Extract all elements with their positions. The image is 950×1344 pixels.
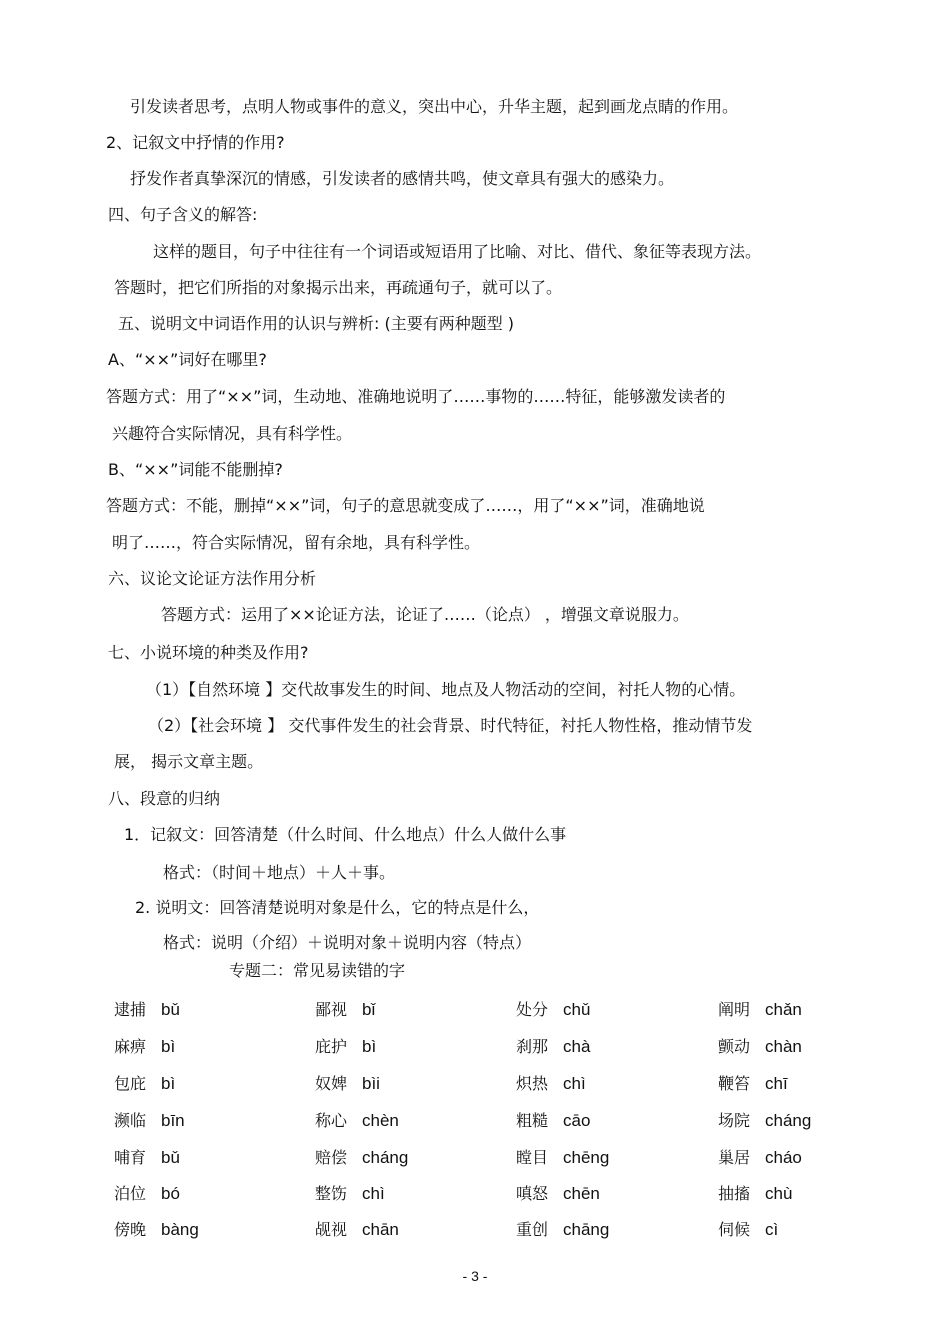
word-entry (114, 1037, 176, 1057)
word-characters: 赔偿 (315, 1148, 348, 1167)
word-pinyin: bìi (362, 1074, 380, 1093)
paragraph-line: 这样的题目，句子中往往有一个词语或短语用了比喻、对比、借代、象征等表现方法。 (153, 242, 762, 261)
word-characters: 瞠目 (516, 1148, 549, 1167)
word-characters: 场院 (718, 1111, 751, 1130)
word-entry (516, 1184, 600, 1204)
word-pinyin: cháng (362, 1148, 409, 1167)
word-entry (114, 1074, 176, 1094)
word-pinyin: cháo (765, 1148, 802, 1167)
page-number: - 3 - (462, 1268, 488, 1284)
word-characters: 鞭笞 (718, 1074, 751, 1093)
word-characters: 粗糙 (516, 1111, 549, 1130)
word-characters: 抽搐 (718, 1184, 751, 1203)
word-pinyin: bàng (161, 1220, 199, 1239)
word-characters: 奴婢 (315, 1074, 348, 1093)
word-entry (718, 1220, 779, 1240)
word-characters: 整饬 (315, 1184, 348, 1203)
word-characters: 哺育 (114, 1148, 147, 1167)
answer-line: 答题方式：用了“××”词，生动地、准确地说明了……事物的……特征，能够激发读者的 (106, 387, 726, 406)
answer-line: 答题方式：运用了××论证方法，论证了……（论点） ，增强文章说服力。 (161, 605, 689, 624)
word-entry (516, 1220, 610, 1240)
word-characters: 阐明 (718, 1000, 751, 1019)
word-pinyin: cháng (765, 1111, 812, 1130)
answer-line: 答题方式：不能，删掉“××”词，句子的意思就变成了……，用了“××”词，准确地说 (106, 496, 705, 515)
word-characters: 颤动 (718, 1037, 751, 1056)
word-pinyin: chān (362, 1220, 399, 1239)
section-heading: 七、小说环境的种类及作用? (108, 643, 309, 662)
word-entry (718, 1074, 788, 1094)
word-entry (114, 1184, 180, 1204)
word-pinyin: cì (765, 1220, 779, 1239)
word-entry (114, 1111, 185, 1131)
word-entry (315, 1184, 385, 1204)
list-item: 2. 说明文：回答清楚说明对象是什么，它的特点是什么， (135, 898, 540, 917)
word-pinyin: bì (161, 1074, 176, 1093)
section-heading: 五、说明文中词语作用的认识与辨析: (主要有两种题型 ) (118, 314, 515, 333)
word-pinyin: bǐ (362, 1000, 376, 1019)
answer-line: 兴趣符合实际情况，具有科学性。 (112, 424, 353, 443)
word-entry (315, 1037, 377, 1057)
word-pinyin: chèn (362, 1111, 399, 1130)
word-characters: 重创 (516, 1220, 549, 1239)
section-heading: 八、段意的归纳 (108, 789, 221, 808)
word-characters: 嗔怒 (516, 1184, 549, 1203)
word-entry (516, 1148, 610, 1168)
question-heading: B、“××”词能不能删掉? (108, 460, 283, 479)
format-line: 格式：（时间＋地点）＋人＋事。 (163, 863, 396, 882)
word-characters: 伺候 (718, 1220, 751, 1239)
word-characters: 傍晚 (114, 1220, 147, 1239)
section-heading: 四、句子含义的解答: (108, 205, 258, 224)
word-pinyin: bǔ (161, 1000, 180, 1019)
word-entry (315, 1000, 376, 1020)
word-entry (718, 1184, 793, 1204)
word-characters: 逮捕 (114, 1000, 147, 1019)
word-pinyin: bǔ (161, 1148, 180, 1167)
paragraph-line: 引发读者思考，点明人物或事件的意义，突出中心，升华主题，起到画龙点睛的作用。 (130, 97, 739, 116)
word-entry (516, 1000, 591, 1020)
word-entry (315, 1220, 399, 1240)
word-characters: 处分 (516, 1000, 549, 1019)
word-pinyin: chàn (765, 1037, 802, 1056)
word-characters: 泊位 (114, 1184, 147, 1203)
word-pinyin: chà (563, 1037, 591, 1056)
list-item: 展， 揭示文章主题。 (114, 752, 264, 771)
word-characters: 濒临 (114, 1111, 147, 1130)
word-entry (718, 1000, 802, 1020)
word-characters: 包庇 (114, 1074, 147, 1093)
section-heading: 六、议论文论证方法作用分析 (108, 569, 317, 588)
word-pinyin: chēn (563, 1184, 600, 1203)
word-pinyin: bó (161, 1184, 180, 1203)
word-entry (516, 1111, 591, 1131)
word-pinyin: chì (362, 1184, 385, 1203)
word-entry (718, 1037, 802, 1057)
word-characters: 炽热 (516, 1074, 549, 1093)
word-entry (718, 1148, 802, 1168)
word-characters: 巢居 (718, 1148, 751, 1167)
topic-heading: 专题二：常见易读错的字 (229, 961, 406, 980)
word-pinyin: chì (563, 1074, 586, 1093)
word-pinyin: bì (161, 1037, 176, 1056)
word-characters: 麻痹 (114, 1037, 147, 1056)
word-entry (114, 1000, 180, 1020)
list-item: 1．记叙文：回答清楚（什么时间、什么地点）什么人做什么事 (124, 825, 567, 844)
question-heading: A、“××”词好在哪里? (108, 350, 267, 369)
paragraph-line: 答题时，把它们所指的对象揭示出来，再疏通句子，就可以了。 (114, 278, 563, 297)
word-pinyin: chǎn (765, 1000, 802, 1019)
word-entry (516, 1037, 591, 1057)
format-line: 格式：说明（介绍）＋说明对象＋说明内容（特点） (163, 933, 532, 952)
word-entry (516, 1074, 586, 1094)
answer-line: 明了……，符合实际情况，留有余地，具有科学性。 (112, 533, 481, 552)
word-pinyin: chù (765, 1184, 793, 1203)
word-characters: 庇护 (315, 1037, 348, 1056)
word-entry (114, 1220, 199, 1240)
word-pinyin: chāng (563, 1220, 610, 1239)
word-characters: 刹那 (516, 1037, 549, 1056)
word-entry (114, 1148, 180, 1168)
word-characters: 鄙视 (315, 1000, 348, 1019)
word-characters: 觇视 (315, 1220, 348, 1239)
word-entry (315, 1074, 380, 1094)
word-pinyin: chēng (563, 1148, 610, 1167)
word-pinyin: chǔ (563, 1000, 591, 1019)
word-entry (315, 1111, 399, 1131)
word-pinyin: cāo (563, 1111, 591, 1130)
word-characters: 称心 (315, 1111, 348, 1130)
list-item: （1）【自然环境 】交代故事发生的时间、地点及人物活动的空间，衬托人物的心情。 (146, 680, 746, 699)
list-item: （2）【社会环境 】 交代事件发生的社会背景、时代特征，衬托人物性格，推动情节发 (148, 716, 753, 735)
word-entry (718, 1111, 812, 1131)
word-pinyin: bì (362, 1037, 377, 1056)
paragraph-line: 抒发作者真挚深沉的情感，引发读者的感情共鸣，使文章具有强大的感染力。 (130, 169, 675, 188)
question-heading: 2、记叙文中抒情的作用? (106, 133, 285, 152)
word-pinyin: chī (765, 1074, 788, 1093)
word-pinyin: bīn (161, 1111, 185, 1130)
word-entry (315, 1148, 409, 1168)
